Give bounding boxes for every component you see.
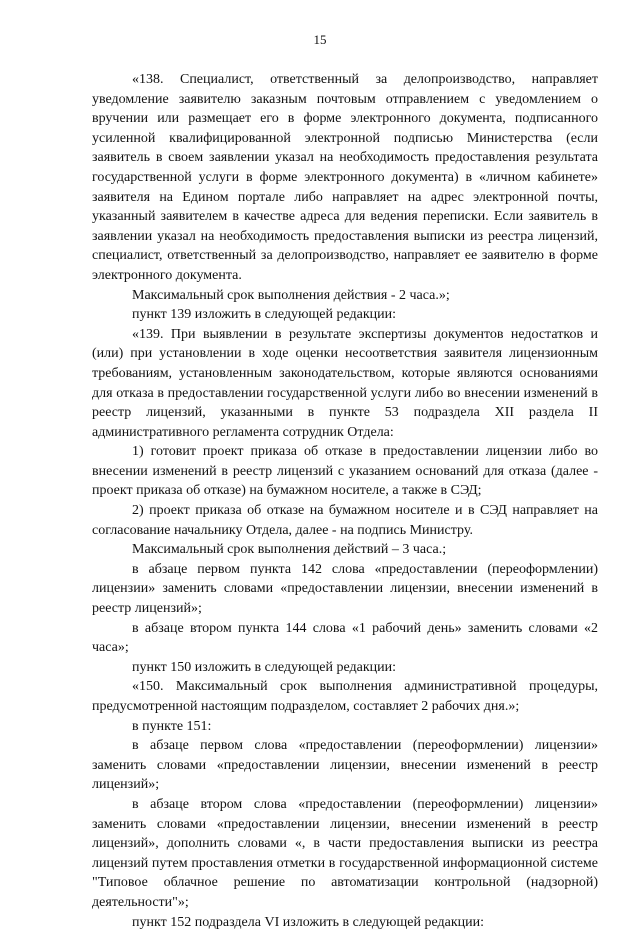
paragraph-amend-139: пункт 139 изложить в следующей редакции: — [132, 307, 396, 323]
paragraph-amend-151: в пункте 151: — [132, 718, 212, 734]
paragraph-139: «139. При выявлении в результате экспертизы документов недостатков и (или) при установлении в ходе оценки несоответствия заявителя лицензионным требованиям, установленным законодательством, которые являются основаниями для отказа в предоставлении государственной услуги либо во внесении изменений в реестр лицензий, указанными в пункте 53 подраздела XII раздела II административного регламента сотрудник Отдела: — [92, 326, 598, 440]
paragraph-deadline-2h: Максимальный срок выполнения действия - 2 часа.»; — [132, 287, 450, 303]
paragraph-amend-142: в абзаце первом пункта 142 слова «предоставлении (переоформлении) лицензии» заменить словами «предоставлении лицензии, внесении изменений в реестр лицензий»; — [92, 561, 598, 617]
paragraph-151-second: в абзаце втором слова «предоставлении (переоформлении) лицензии» заменить словами «предоставлении лицензии, внесении изменений в реестр лицензий», дополнить словами «, в части предоставления выписки из реестра лицензий путем проставления отметки в государственной информационной системе "Типовое облачное решение по автоматизации контрольной (надзорной) деятельности"»; — [92, 796, 598, 910]
paragraph-151-first: в абзаце первом слова «предоставлении (переоформлении) лицензии» заменить словами «предоставлении лицензии, внесении изменений в реестр лицензий»; — [92, 738, 598, 793]
paragraph-deadline-3h: Максимальный срок выполнения действий – 3 часа.; — [132, 542, 447, 558]
paragraph-amend-150: пункт 150 изложить в следующей редакции: — [132, 659, 396, 675]
paragraph-150: «150. Максимальный срок выполнения административной процедуры, предусмотренной настоящим подразделом, составляет 2 рабочих дня.»; — [92, 679, 598, 714]
paragraph-139-item-1: 1) готовит проект приказа об отказе в предоставлении лицензии либо во внесении изменений в реестр лицензий с указанием оснований для отказа (далее - проект приказа об отказе) на бумажном носителе, а также в СЭД; — [92, 444, 598, 499]
document-body — [92, 70, 598, 932]
paragraph-amend-144: в абзаце втором пункта 144 слова «1 рабочий день» заменить словами «2 часа»; — [92, 620, 598, 656]
paragraph-138: «138. Специалист, ответственный за делопроизводство, направляет уведомление заявителю заказным почтовым отправлением с уведомлением о вручении или размещает его в форме электронного документа, подписанного усиленной квалифицированной электронной подписью Министерства (если заявитель в своем заявлении указал на необходимость предоставления результата государственной услуги в форме электронного документа) в «личном кабинете» заявителя на Едином портале либо направляет на адрес электронной почты, указанный заявителем в качестве адреса для ведения переписки. Если заявитель в заявлении указал на необходимость предоставления выписки из реестра лицензий, специалист, ответственный за делопроизводство, направляет ее заявителю в форме электронного документа. — [92, 72, 598, 283]
paragraph-139-item-2: 2) проект приказа об отказе на бумажном носителе и в СЭД направляет на согласование начальнику Отдела, далее - на подпись Министру. — [92, 503, 598, 538]
paragraph-amend-152: пункт 152 подраздела VI изложить в следующей редакции: — [132, 914, 485, 930]
page-number: 15 — [313, 32, 327, 47]
